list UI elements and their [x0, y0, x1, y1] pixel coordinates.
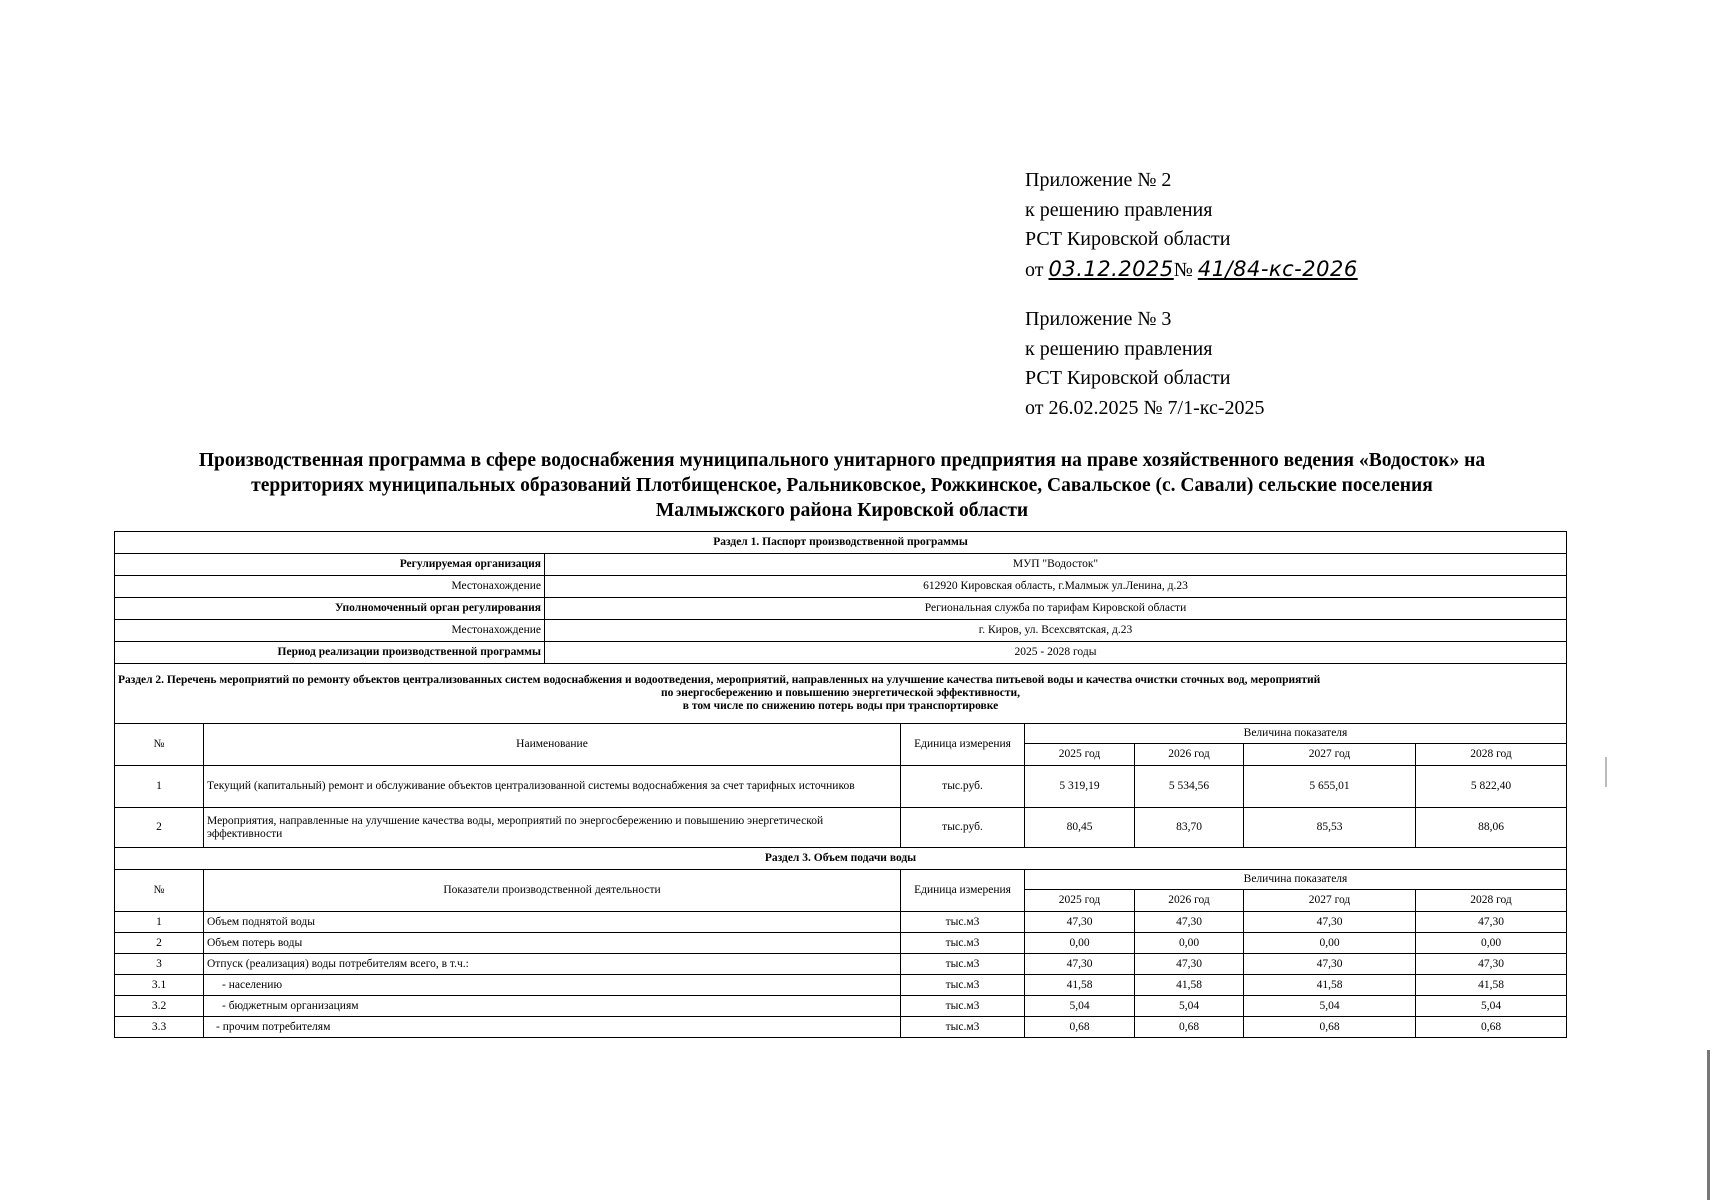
passport-row: [115, 576, 1567, 598]
column-header-year: 2025 год: [1025, 744, 1135, 766]
column-header-name: Наименование: [204, 724, 901, 766]
appendix-decision-line: к решению правления: [1025, 337, 1213, 360]
passport-value: 2025 - 2028 годы: [545, 642, 1567, 664]
passport-value: 612920 Кировская область, г.Малмыж ул.Ленина, д.23: [545, 576, 1567, 598]
passport-row: [115, 598, 1567, 620]
table-row: [115, 808, 1567, 848]
scan-speck: [1605, 757, 1607, 787]
row-number: 2: [115, 933, 204, 954]
row-unit: тыс.м3: [901, 1017, 1025, 1038]
column-header-year: 2028 год: [1416, 890, 1567, 912]
row-value-2026: 0,00: [1135, 933, 1244, 954]
row-value-2028: 47,30: [1416, 954, 1567, 975]
row-value-2026: 41,58: [1135, 975, 1244, 996]
appendix-title: Приложение № 3: [1025, 308, 1172, 330]
scan-edge-mark: [1707, 1050, 1710, 1200]
passport-row: [115, 642, 1567, 664]
column-header-value: Величина показателя: [1025, 724, 1567, 744]
column-header-unit: Единица измерения: [901, 870, 1025, 912]
row-value-2026: 47,30: [1135, 912, 1244, 933]
number-prefix: №: [1173, 258, 1198, 281]
appendix-authority-line: РСТ Кировской области: [1025, 228, 1231, 250]
column-header-year: 2027 год: [1244, 890, 1416, 912]
section-2-header-line-2: по энергосбережению и повышению энергетической эффективности,: [661, 687, 1020, 699]
row-value-2028: 0,68: [1416, 1017, 1567, 1038]
passport-row: [115, 554, 1567, 576]
row-value-2025: 41,58: [1025, 975, 1135, 996]
row-value-2027: 47,30: [1244, 954, 1416, 975]
row-value-2028: 88,06: [1416, 808, 1567, 848]
row-name: - бюджетным организациям: [204, 996, 901, 1017]
row-value-2028: 5,04: [1416, 996, 1567, 1017]
section-2-header-line-3: в том числе по снижению потерь воды при транспортировке: [682, 700, 999, 712]
table-row: [115, 912, 1567, 933]
table-row: [115, 1017, 1567, 1038]
passport-value: Региональная служба по тарифам Кировской области: [545, 598, 1567, 620]
passport-label: Период реализации производственной программы: [115, 642, 545, 664]
row-number: 3.3: [115, 1017, 204, 1038]
row-unit: тыс.м3: [901, 954, 1025, 975]
row-value-2025: 5 319,19: [1025, 766, 1135, 808]
row-value-2026: 0,68: [1135, 1017, 1244, 1038]
row-value-2027: 5,04: [1244, 996, 1416, 1017]
row-unit: тыс.м3: [901, 975, 1025, 996]
row-number: 3: [115, 954, 204, 975]
row-value-2027: 0,00: [1244, 933, 1416, 954]
table-row: [115, 933, 1567, 954]
row-value-2028: 41,58: [1416, 975, 1567, 996]
row-value-2025: 47,30: [1025, 954, 1135, 975]
column-header-name: Показатели производственной деятельности: [204, 870, 901, 912]
column-header-year: 2027 год: [1244, 744, 1416, 766]
section-2-header: [115, 664, 1567, 724]
column-header-year: 2026 год: [1135, 744, 1244, 766]
column-header-year: 2028 год: [1416, 744, 1567, 766]
passport-label: Местонахождение: [115, 620, 545, 642]
row-name: Текущий (капитальный) ремонт и обслуживание объектов централизованной системы водоснабжения за счет тарифных источников: [204, 766, 901, 808]
row-value-2025: 80,45: [1025, 808, 1135, 848]
row-name: Объем поднятой воды: [204, 912, 901, 933]
row-unit: тыс.м3: [901, 933, 1025, 954]
passport-value: г. Киров, ул. Всехсвятская, д.23: [545, 620, 1567, 642]
appendix-decision-line: к решению правления: [1025, 198, 1213, 221]
from-prefix: от: [1025, 258, 1049, 281]
row-value-2025: 5,04: [1025, 996, 1135, 1017]
row-value-2027: 41,58: [1244, 975, 1416, 996]
table-row: [115, 996, 1567, 1017]
row-value-2025: 47,30: [1025, 912, 1135, 933]
row-value-2028: 5 822,40: [1416, 766, 1567, 808]
appendix-3-reference: [1025, 305, 1265, 423]
section-3-header: Раздел 3. Объем подачи воды: [115, 848, 1567, 870]
row-value-2028: 47,30: [1416, 912, 1567, 933]
appendix-authority-line: РСТ Кировской области: [1025, 367, 1231, 389]
row-value-2025: 0,00: [1025, 933, 1135, 954]
program-table: [114, 531, 1567, 1038]
column-header-year: 2025 год: [1025, 890, 1135, 912]
passport-label: Уполномоченный орган регулирования: [115, 598, 545, 620]
row-unit: тыс.руб.: [901, 766, 1025, 808]
row-name: Отпуск (реализация) воды потребителям всего, в т.ч.:: [204, 954, 901, 975]
row-value-2026: 47,30: [1135, 954, 1244, 975]
row-value-2027: 47,30: [1244, 912, 1416, 933]
row-unit: тыс.руб.: [901, 808, 1025, 848]
row-value-2027: 0,68: [1244, 1017, 1416, 1038]
row-value-2026: 5,04: [1135, 996, 1244, 1017]
column-header-value: Величина показателя: [1025, 870, 1567, 890]
column-header-year: 2026 год: [1135, 890, 1244, 912]
row-name: Мероприятия, направленные на улучшение качества воды, мероприятий по энергосбережению и повышению энергетической эффективности: [204, 808, 901, 848]
row-value-2025: 0,68: [1025, 1017, 1135, 1038]
row-number: 3.1: [115, 975, 204, 996]
table-row: [115, 954, 1567, 975]
column-header-number: №: [115, 870, 204, 912]
row-value-2028: 0,00: [1416, 933, 1567, 954]
title-line-3: Малмыжского района Кировской области: [655, 500, 1029, 521]
title-line-2: территориях муниципальных образований Плотбищенское, Ральниковское, Рожкинское, Савальское (с. Савали) сельские поселения: [251, 475, 1433, 496]
row-unit: тыс.м3: [901, 996, 1025, 1017]
row-value-2027: 5 655,01: [1244, 766, 1416, 808]
row-value-2026: 83,70: [1135, 808, 1244, 848]
row-unit: тыс.м3: [901, 912, 1025, 933]
row-number: 2: [115, 808, 204, 848]
document-title: [112, 448, 1572, 523]
row-value-2026: 5 534,56: [1135, 766, 1244, 808]
column-header-number: №: [115, 724, 204, 766]
row-number: 1: [115, 912, 204, 933]
appendix-title: Приложение № 2: [1025, 169, 1172, 191]
passport-row: [115, 620, 1567, 642]
passport-label: Местонахождение: [115, 576, 545, 598]
appendix-date-number-line: [1025, 255, 1358, 286]
row-number: 3.2: [115, 996, 204, 1017]
table-row: [115, 766, 1567, 808]
appendix-2-reference: [1025, 166, 1358, 285]
section-1-header: Раздел 1. Паспорт производственной программы: [115, 532, 1567, 554]
handwritten-date: 03.12.2025: [1048, 256, 1174, 281]
passport-value: МУП "Водосток": [545, 554, 1567, 576]
handwritten-number: 41/84-кс-2026: [1197, 256, 1358, 281]
row-name: - населению: [204, 975, 901, 996]
section-2-header-line-1: Раздел 2. Перечень мероприятий по ремонту объектов централизованных систем водоснабжения и водоотведения, мероприятий, направленных на улучшение качества питьевой воды и качества очистки сточных вод, мероприятий: [118, 674, 1321, 686]
row-name: Объем потерь воды: [204, 933, 901, 954]
row-value-2027: 85,53: [1244, 808, 1416, 848]
column-header-unit: Единица измерения: [901, 724, 1025, 766]
appendix-date-number-line: от 26.02.2025 № 7/1-кс-2025: [1025, 396, 1265, 419]
passport-label: Регулируемая организация: [115, 554, 545, 576]
row-name: - прочим потребителям: [204, 1017, 901, 1038]
row-number: 1: [115, 766, 204, 808]
table-row: [115, 975, 1567, 996]
title-line-1: Производственная программа в сфере водоснабжения муниципального унитарного предприятия на праве хозяйственного ведения «Водосток» на: [198, 450, 1486, 471]
